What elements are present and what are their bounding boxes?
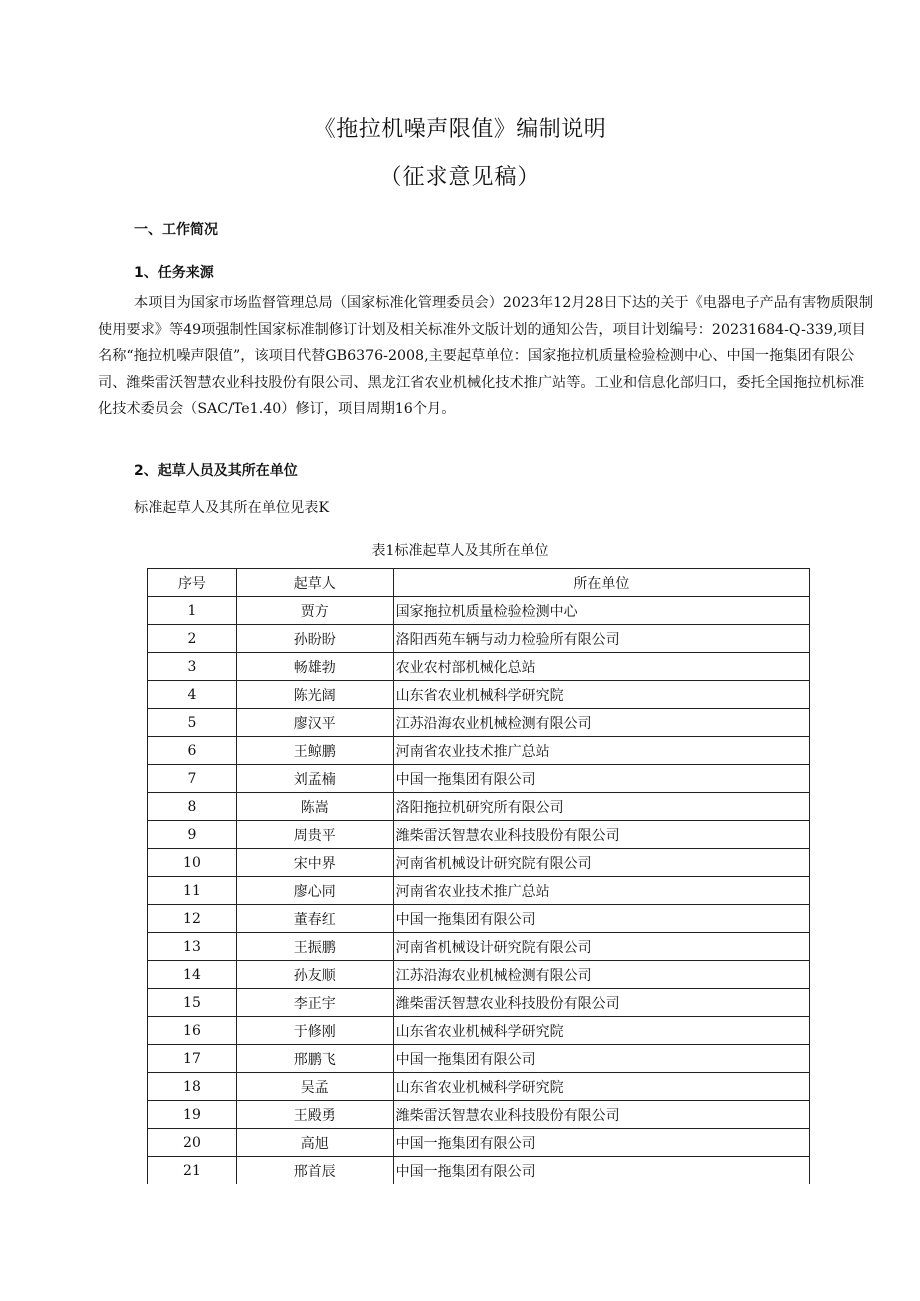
- cell-drafter: 宋中界: [236, 849, 393, 877]
- table-row: [148, 1017, 810, 1045]
- table-row: [148, 597, 810, 625]
- cell-organization: 洛阳西苑车辆与动力检验所有限公司: [393, 625, 809, 653]
- cell-drafter: 董春红: [236, 905, 393, 933]
- cell-drafter: 高旭: [236, 1129, 393, 1157]
- cell-organization: 江苏沿海农业机械检测有限公司: [393, 961, 809, 989]
- cell-drafter: 廖汉平: [236, 709, 393, 737]
- cell-organization: 山东省农业机械科学研究院: [393, 1073, 809, 1101]
- cell-drafter: 贾方: [236, 597, 393, 625]
- cell-organization: 中国一拖集团有限公司: [393, 1157, 809, 1185]
- table-row: [148, 905, 810, 933]
- cell-drafter: 王殿勇: [236, 1101, 393, 1129]
- cell-drafter: 周贵平: [236, 821, 393, 849]
- cell-serial: 6: [148, 737, 237, 765]
- table-row: [148, 793, 810, 821]
- cell-serial: 11: [148, 877, 237, 905]
- cell-organization: 江苏沿海农业机械检测有限公司: [393, 709, 809, 737]
- cell-serial: 21: [148, 1157, 237, 1185]
- cell-organization: 山东省农业机械科学研究院: [393, 681, 809, 709]
- table-row: [148, 1045, 810, 1073]
- cell-serial: 1: [148, 597, 237, 625]
- cell-organization: 潍柴雷沃智慧农业科技股份有限公司: [393, 821, 809, 849]
- cell-serial: 13: [148, 933, 237, 961]
- table-row: [148, 765, 810, 793]
- cell-organization: 潍柴雷沃智慧农业科技股份有限公司: [393, 1101, 809, 1129]
- table-row: [148, 709, 810, 737]
- header-organization: 所在单位: [393, 569, 809, 597]
- cell-serial: 16: [148, 1017, 237, 1045]
- cell-serial: 10: [148, 849, 237, 877]
- cell-drafter: 孙盼盼: [236, 625, 393, 653]
- section-heading-drafters: 2、起草人员及其所在单位: [134, 463, 298, 479]
- table-row: [148, 681, 810, 709]
- cell-serial: 12: [148, 905, 237, 933]
- cell-drafter: 廖心同: [236, 877, 393, 905]
- cell-organization: 中国一拖集团有限公司: [393, 765, 809, 793]
- cell-organization: 河南省农业技术推广总站: [393, 737, 809, 765]
- cell-serial: 8: [148, 793, 237, 821]
- cell-organization: 河南省机械设计研究院有限公司: [393, 849, 809, 877]
- cell-organization: 国家拖拉机质量检验检测中心: [393, 597, 809, 625]
- cell-serial: 4: [148, 681, 237, 709]
- cell-serial: 17: [148, 1045, 237, 1073]
- table-row: [148, 625, 810, 653]
- cell-organization: 中国一拖集团有限公司: [393, 1129, 809, 1157]
- table-row: [148, 961, 810, 989]
- table-row: [148, 877, 810, 905]
- cell-drafter: 李正宇: [236, 989, 393, 1017]
- cell-serial: 14: [148, 961, 237, 989]
- cell-organization: 潍柴雷沃智慧农业科技股份有限公司: [393, 989, 809, 1017]
- cell-organization: 洛阳拖拉机研究所有限公司: [393, 793, 809, 821]
- table-row: [148, 1101, 810, 1129]
- cell-organization: 河南省农业技术推广总站: [393, 877, 809, 905]
- cell-drafter: 陈光阔: [236, 681, 393, 709]
- drafters-intro-text: 标准起草人及其所在单位见表K: [134, 500, 330, 516]
- header-drafter: 起草人: [236, 569, 393, 597]
- cell-serial: 5: [148, 709, 237, 737]
- table-row: [148, 821, 810, 849]
- document-subtitle: （征求意见稿）: [379, 165, 541, 190]
- table-header-row: [148, 569, 810, 597]
- table-row: [148, 1157, 810, 1185]
- section-heading-work-overview: 一、工作简况: [134, 222, 218, 238]
- cell-drafter: 王鲸鹏: [236, 737, 393, 765]
- cell-organization: 山东省农业机械科学研究院: [393, 1017, 809, 1045]
- cell-serial: 19: [148, 1101, 237, 1129]
- cell-drafter: 畅雄勃: [236, 653, 393, 681]
- table-row: [148, 1073, 810, 1101]
- cell-drafter: 王振鹏: [236, 933, 393, 961]
- cell-organization: 中国一拖集团有限公司: [393, 905, 809, 933]
- cell-serial: 9: [148, 821, 237, 849]
- cell-organization: 农业农村部机械化总站: [393, 653, 809, 681]
- cell-serial: 7: [148, 765, 237, 793]
- cell-serial: 18: [148, 1073, 237, 1101]
- table-caption: 表1标准起草人及其所在单位: [371, 543, 549, 559]
- table-row: [148, 1129, 810, 1157]
- cell-organization: 河南省机械设计研究院有限公司: [393, 933, 809, 961]
- table-row: [148, 849, 810, 877]
- cell-serial: 20: [148, 1129, 237, 1157]
- table-row: [148, 989, 810, 1017]
- table-row: [148, 737, 810, 765]
- cell-organization: 中国一拖集团有限公司: [393, 1045, 809, 1073]
- cell-serial: 15: [148, 989, 237, 1017]
- section-heading-task-source: 1、任务来源: [134, 265, 214, 281]
- task-source-paragraph: 本项目为国家市场监督管理总局（国家标准化管理委员会）2023年12月28日下达的关于《电器电子产品有害物质限制使用要求》等49项强制性国家标准制修订计划及相关标准外文版计划的通知公告，项目计划编号：20231684-Q-339,项目名称“拖拉机噪声限值”，该项目代替GB6376-2008,主要起草单位：国家拖拉机质量检验检测中心、中国一拖集团有限公司、潍柴雷沃智慧农业科技股份有限公司、黑龙江省农业机械化技术推广站等。工业和信息化部归口，委托全国拖拉机标准化技术委员会（SAC/Te1.40）修订，项目周期16个月。: [98, 295, 874, 417]
- document-title: 《拖拉机噪声限值》编制说明: [313, 117, 607, 142]
- cell-drafter: 陈嵩: [236, 793, 393, 821]
- cell-drafter: 孙友顺: [236, 961, 393, 989]
- cell-drafter: 于修刚: [236, 1017, 393, 1045]
- cell-drafter: 刘孟楠: [236, 765, 393, 793]
- cell-drafter: 吴孟: [236, 1073, 393, 1101]
- table-row: [148, 933, 810, 961]
- table-row: [148, 653, 810, 681]
- drafters-table: [147, 568, 810, 1184]
- cell-drafter: 邢鹏飞: [236, 1045, 393, 1073]
- cell-drafter: 邢首辰: [236, 1157, 393, 1185]
- cell-serial: 2: [148, 625, 237, 653]
- header-serial: 序号: [148, 569, 237, 597]
- cell-serial: 3: [148, 653, 237, 681]
